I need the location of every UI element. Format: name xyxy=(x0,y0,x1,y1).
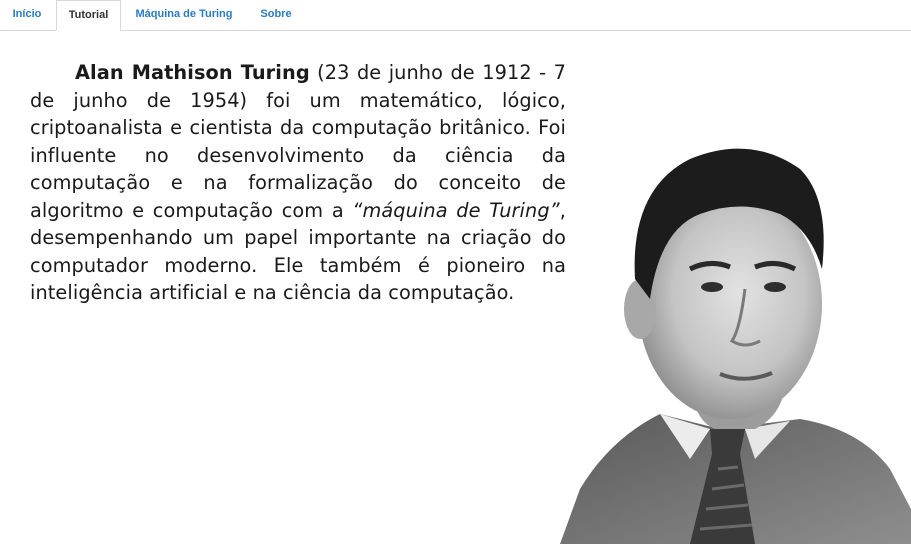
portrait-photo-icon xyxy=(540,129,911,544)
biography-paragraph xyxy=(30,59,566,307)
bio-name: Alan Mathison Turing xyxy=(75,61,310,84)
bio-text-part1: (23 de junho de 1912 - 7 de junho de 1954) foi um matemático, lógico, criptoanalista e cientista da computação britânico. Foi influente no desenvolvimento da ciência da computação e na formalização do conceito de algoritmo e computação com a xyxy=(30,61,566,222)
tutorial-content xyxy=(0,31,911,544)
tab-sobre[interactable]: Sobre xyxy=(260,8,292,20)
bio-text-part2: , desempenhando um papel importante na criação do computador moderno. Ele também é pioneiro na inteligência artificial e na ciência da computação. xyxy=(30,198,566,304)
tab-maquina-de-turing[interactable]: Máquina de Turing xyxy=(135,8,233,20)
tab-inicio[interactable]: Início xyxy=(12,8,42,20)
tab-tutorial[interactable]: Tutorial xyxy=(56,0,121,31)
tab-bar xyxy=(0,0,911,31)
bio-term: “máquina de Turing” xyxy=(352,198,560,222)
